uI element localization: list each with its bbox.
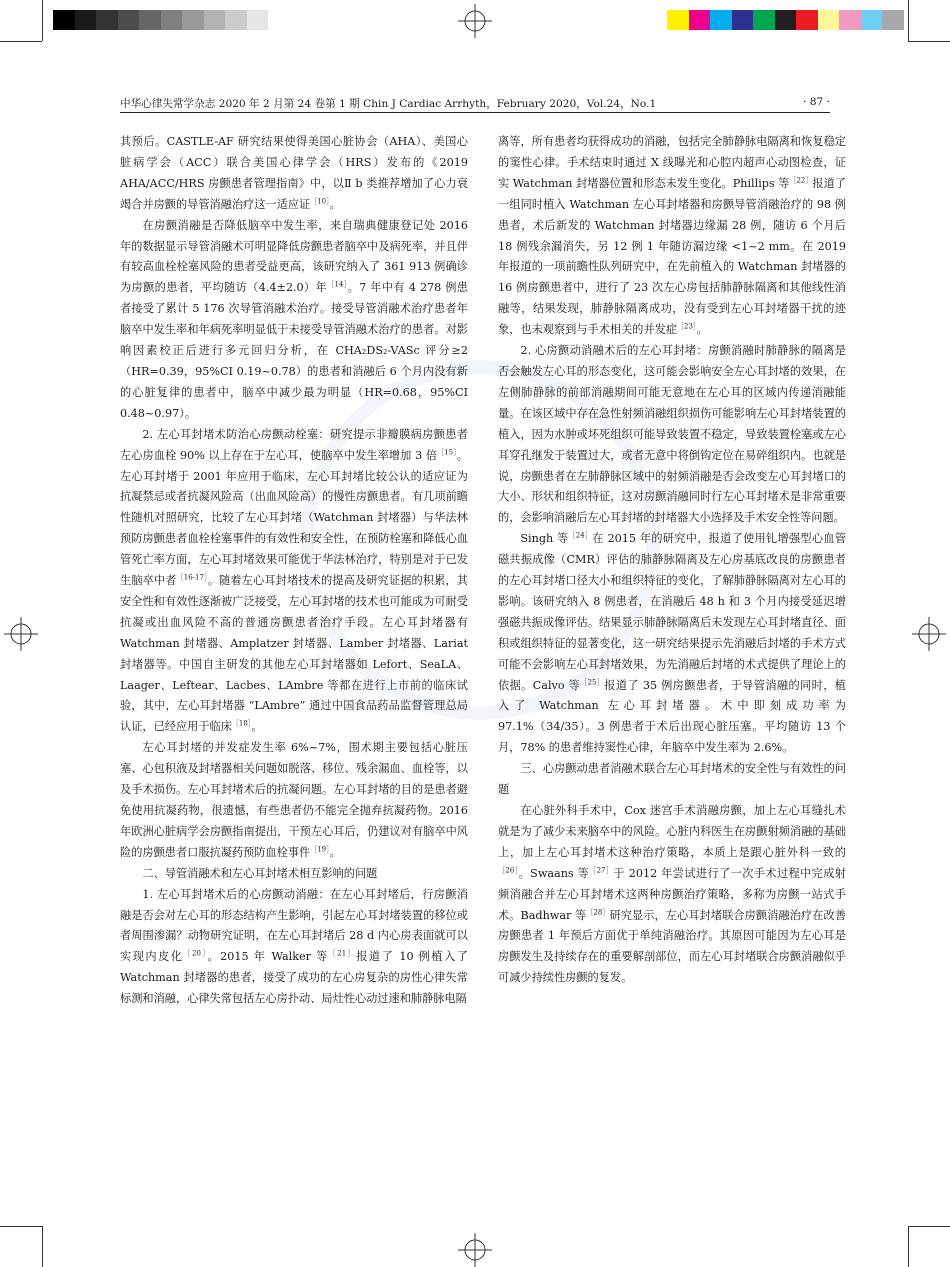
- section-heading: 二、导管消融术和左心耳封堵术相互影响的问题: [142, 866, 378, 880]
- color-swatch: [775, 10, 797, 30]
- journal-citation: 中华心律失常学杂志 2020 年 2 月第 24 卷第 1 期 Chin J Cardiac Arrhyth，February 2020，Vol.24，No.1: [120, 98, 657, 110]
- registration-mark-right: [912, 617, 946, 651]
- color-swatch: [710, 10, 732, 30]
- paragraph: 2. 心房颤动消融术后的左心耳封堵：房颤消融时肺静脉的隔离是否会触发左心耳的形态变化，这可能会影响安全左心耳封堵的效果，在左侧肺静脉的前部消融期间可能无意地在左心耳的区域内传递消融能量。在该区域中存在急性射频消融组织损伤可能影响左心耳封堵装置的植入，因为水肿或坏死组织可能导致装置不稳定，导致装置栓塞或左心耳穿孔继发于装置过大，或者无意中将倒钩定位在易碎组织内。也就是说，房颤患者在左肺静脉区域中的射频消融是否会改变左心耳封堵口的大小、形状和组织特征，这对房颤消融同时行左心耳封堵术是非常重要的，会影响消融后左心耳封堵的封堵器大小选择及手术安全性等问题。: [498, 344, 846, 525]
- color-swatch: [818, 10, 840, 30]
- color-swatch: [882, 10, 904, 30]
- crop-mark: [908, 1226, 909, 1267]
- paragraph: 左心耳封堵的并发症发生率 6%~7%，围术期主要包括心脏压塞、心包积液及封堵器相关问题如脱落、移位、残余漏血、血栓等，以及手术损伤。左心耳封堵术后的抗凝问题。左心耳封堵的目的是患者避免使用抗凝药物，很遗憾，有些患者仍不能完全抛弃抗凝药物。2016 年欧洲心脏病学会房颤指南提出，干预左心耳后，仍建议对有脑卒中风险的房颤患者口服抗凝药预防血栓事件$^{[19]}$。: [120, 741, 468, 859]
- crop-mark: [42, 1226, 43, 1267]
- right-column: [498, 132, 846, 989]
- paragraph: 在心脏外科手术中，Cox 迷宫手术消融房颤，加上左心耳缝扎术就是为了减少未来脑卒中的风险。心脏内科医生在房颤射频消融的基础上，加上左心耳封堵术这种治疗策略，本质上是跟心脏外科一致的$^{[26]}$。Swaans 等$^{[27]}$于 2012 年尝试进行了一次手术过程中完成射频消融合并左心耳封堵术这两种房颤治疗策略，多称为房颤一站式手术。Badhwar 等$^{[28]}$研究显示，左心耳封堵联合房颤消融治疗在改善房颤患者 1 年预后方面优于单纯消融治疗。其原因可能因为左心耳是房颤发生及持续存在的重要解剖部位，而左心耳封堵联合房颤消融似乎可减少持续性房颤的复发。: [498, 804, 846, 985]
- grayscale-calibration-bar: [53, 10, 268, 30]
- gray-swatch: [118, 10, 140, 30]
- crop-mark: [42, 0, 43, 41]
- paragraph: 2. 左心耳封堵术防治心房颤动栓塞：研究提示非瓣膜病房颤患者左心房血栓 90% 以上存在于左心耳，使脑卒中发生率增加 3 倍$^{[15]}$。左心耳封堵于 2001 年应用于临床，左心耳封堵比较公认的适应证为抗凝禁忌或者抗凝风险高（出血风险高）的慢性房颤患者。有几项前瞻性随机对照研究，比较了左心耳封堵（Watchman 封堵器）与华法林预防房颤患者血栓栓塞事件的有效性和安全性，在预防栓塞和降低心血管死亡率方面，左心耳封堵效果可能优于华法林治疗，特别是对于已发生脑卒中者$^{[16-17]}$。随着左心耳封堵技术的提高及研究证据的积累，其安全性和有效性逐渐被广泛接受，左心耳封堵的技术也可能成为可耐受抗凝或出血风险不高的普通房颤患者治疗手段。左心耳封堵器有 Watchman 封堵器、Amplatzer 封堵器、Lamber 封堵器、Lariat 封堵器等。中国自主研发的其他左心耳封堵器如 Lefort、SeaLA、Laager、Leftear、Lacbes、LAmbre 等都在进行上市前的临床试验，其中，左心耳封堵器 “LAmbre” 通过中国食品药品监督管理总局认证，已经应用于临床$^{[18]}$。: [120, 427, 468, 734]
- paragraph: 在房颤消融是否降低脑卒中发生率，来自瑞典健康登记处 2016 年的数据显示导管消融术可明显降低房颤患者脑卒中及病死率，并且伴有较高血栓栓塞风险的患者受益更高，该研究纳入了 361 913 例确诊为房颤的患者，平均随访（4.4±2.0）年$^{[14]}$。7 年中有 4 278 例患者接受了累计 5 176 次导管消融术治疗。接受导管消融术治疗患者年脑卒中发生率和年病死率明显低于未接受导管消融术治疗的患者。对影响因素校正后进行多元回归分析，在 CHA₂DS₂-VASc 评分≥2（HR=0.39，95%CI 0.19~0.78）的患者和消融后 6 个月内没有新的心脏复律的患者中，脑卒中减少最为明显（HR=0.68，95%CI 0.48~0.97）。: [120, 218, 468, 420]
- paragraph: 其预后。CASTLE-AF 研究结果使得美国心脏协会（AHA）、美国心脏病学会（ACC）联合美国心律学会（HRS）发布的《2019 AHA/ACC/HRS 房颤患者管理指南》中，以Ⅱ b 类推荐增加了心力衰竭合并房颤的导管消融治疗这一适应证$^{[10]}$。: [120, 135, 468, 211]
- section-heading: 三、心房颤动患者消融术联合左心耳封堵术的安全性与有效性的问题: [498, 762, 846, 797]
- gray-swatch: [247, 10, 269, 30]
- running-header: [120, 96, 830, 113]
- gray-swatch: [139, 10, 161, 30]
- gray-swatch: [182, 10, 204, 30]
- gray-swatch: [161, 10, 183, 30]
- paragraph: 1. 左心耳封堵术后的心房颤动消融：在左心耳封堵后，行房颤消融是否会对左心耳的形态结构产生影响，引起左心耳封堵装置的移位或者周围渗漏？动物研究证明，在左心耳封堵后 28 d 内心房表面就可以实现内皮化$^{[20]}$。2015 年 Walker 等$^{[21]}$报道了 10 例植入了 Watchman 封堵器的患者，接受了成功的左心房复杂的房性心律失常标测和消融，心律失常包括左心房扑动、局灶性心动过速和肺静脉电隔: [120, 887, 468, 1006]
- page-number: · 87 ·: [803, 96, 830, 108]
- crop-mark: [908, 41, 950, 42]
- registration-mark-top: [458, 4, 492, 38]
- gray-swatch: [53, 10, 75, 30]
- paragraph: 离等，所有患者均获得成功的消融，包括完全肺静脉电隔离和恢复稳定的窦性心律。手术结束时通过 X 线曝光和心腔内超声心动图检查，证实 Watchman 封堵器位置和形态未发生变化。Phillips 等$^{[22]}$报道了一组同时植入 Watchman 左心耳封堵器和房颤导管消融治疗的 98 例患者，术后新发的 Watchman 封堵器边缘漏 28 例，随访 6 个月后 18 例残余漏消失，另 12 例 1 年随访漏边缘 <1~2 mm。在 2019 年报道的一项前瞻性队列研究中，在先前植入的 Watchman 封堵器的 16 例房颤患者中，进行了 23 次左心房包括肺静脉隔离和其他线性消融等，结果发现，肺静脉隔离成功，没有受到左心耳封堵器干扰的迹象，也未观察到与手术相关的并发症$^{[23]}$。: [498, 135, 846, 337]
- crop-mark: [0, 1226, 42, 1227]
- color-swatch: [667, 10, 689, 30]
- paragraph: Singh 等$^{[24]}$在 2015 年的研究中，报道了使用钆增强型心血管磁共振成像（CMR）评估的肺静脉隔离及左心房基底改良的房颤患者的左心耳封堵口径大小和组织特征的变化，了解肺静脉隔离对左心耳的影响。该研究纳入 8 例患者，在消融后 48 h 和 3 个月内接受延迟增强磁共振成像评估。结果显示肺静脉隔离后未发现左心耳封堵直径、面积或组织特征的显著变化，这一研究结果提示先消融后封堵的手术方式可能不会影响左心耳封堵效果，为先消融后封堵的术式提供了理论上的依据。Calvo 等$^{[25]}$报道了 35 例房颤患者，于导管消融的同时，植入了 Watchman 左心耳封堵器。术中即刻成功率为 97.1%（34/35）。3 例患者于术后出现心脏压塞。平均随访 13 个月，78% 的患者维持窦性心律，年脑卒中发生率为 2.6%。: [498, 531, 846, 755]
- gray-swatch: [96, 10, 118, 30]
- color-calibration-bar: [667, 10, 904, 30]
- color-swatch: [861, 10, 883, 30]
- color-swatch: [732, 10, 754, 30]
- left-column: [120, 132, 468, 1010]
- color-swatch: [689, 10, 711, 30]
- color-swatch: [753, 10, 775, 30]
- color-swatch: [839, 10, 861, 30]
- crop-mark: [908, 0, 909, 41]
- gray-swatch: [225, 10, 247, 30]
- registration-mark-bottom: [458, 1233, 492, 1267]
- gray-swatch: [75, 10, 97, 30]
- registration-mark-left: [4, 617, 38, 651]
- crop-mark: [0, 41, 42, 42]
- gray-swatch: [204, 10, 226, 30]
- crop-mark: [908, 1226, 950, 1227]
- color-swatch: [796, 10, 818, 30]
